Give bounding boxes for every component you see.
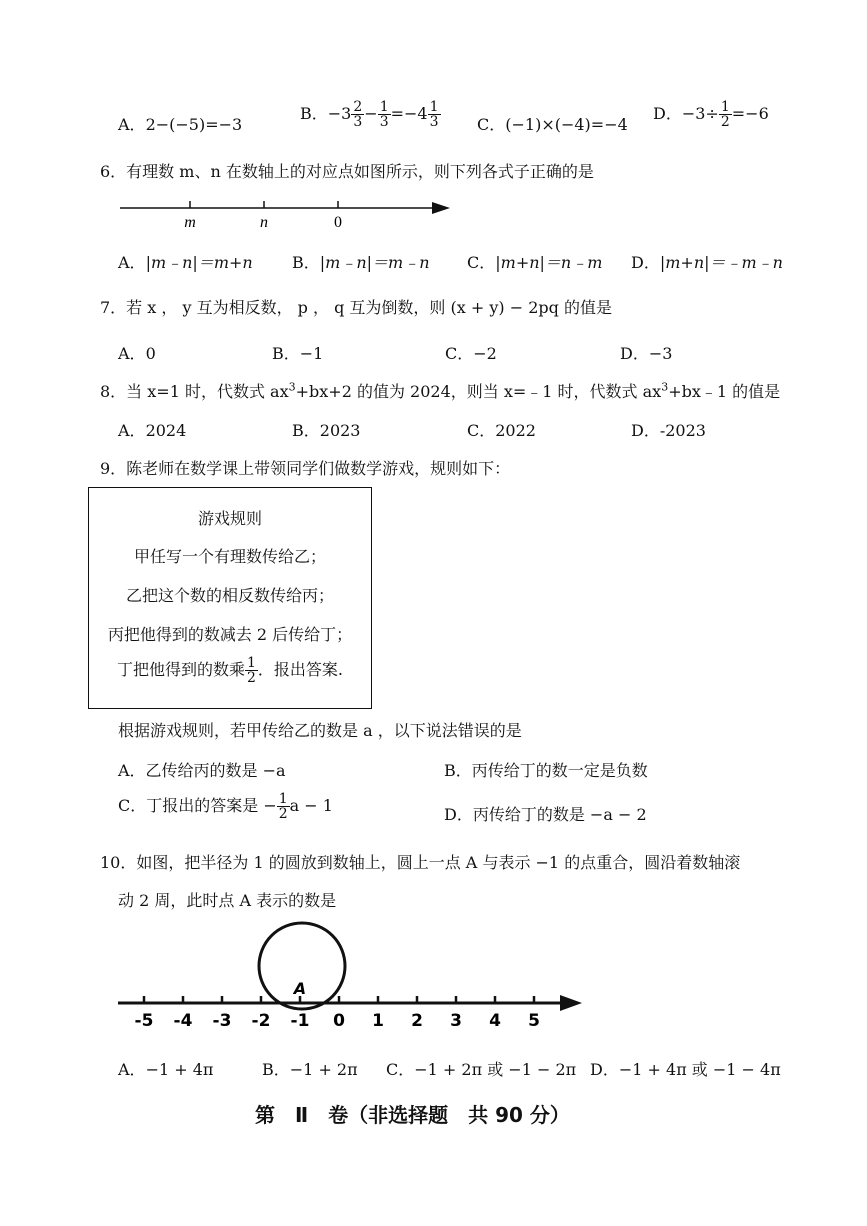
option-text: -2023 — [659, 421, 706, 440]
numerator: 2 — [353, 99, 363, 115]
q10-stem-1: 10．如图，把半径为 1 的圆放到数轴上，圆上一点 A 与表示 −1 的点重合，圆沿着数轴滚 — [100, 853, 741, 872]
option-text: (−1)×(−4)=−4 — [505, 115, 628, 134]
label-m: m — [184, 214, 196, 231]
option-text: |m﹣n|＝m﹣n — [319, 253, 430, 272]
stem-part: +bx+2 的值为 2024，则当 x=﹣1 时，代数式 ax — [295, 382, 662, 401]
option-text: −3 — [648, 344, 673, 363]
option-label: A． — [118, 421, 146, 440]
q7-option-a[interactable] — [118, 341, 156, 364]
tick-label: -5 — [134, 1011, 154, 1030]
option-text: 2023 — [319, 421, 361, 440]
tick-label: 2 — [411, 1011, 423, 1030]
option-label: A． — [118, 253, 146, 272]
rule-text: ．报出答案. — [257, 660, 344, 679]
option-label: D． — [631, 253, 660, 272]
option-label: D． — [653, 104, 682, 123]
fraction — [378, 100, 391, 129]
option-label: A． — [118, 1060, 146, 1079]
option-text: a − 1 — [289, 796, 333, 815]
rule-line-4 — [89, 656, 371, 685]
q10-stem-2: 动 2 周，此时点 A 表示的数是 — [118, 891, 337, 910]
axis-arrow — [560, 995, 582, 1011]
option-text: −1 + 4π 或 −1 − 4π — [618, 1060, 781, 1079]
q7-option-d[interactable] — [620, 341, 672, 364]
q8-option-b[interactable] — [292, 418, 360, 441]
q9-option-b[interactable]: B．丙传给丁的数一定是负数 — [444, 761, 648, 780]
q10-option-a[interactable] — [118, 1057, 213, 1080]
option-label: D． — [590, 1060, 619, 1079]
numerator: 1 — [379, 99, 389, 115]
expr-part: =−4 — [390, 104, 428, 123]
q6-option-a[interactable] — [118, 250, 253, 273]
option-text: 2−(−5)=−3 — [145, 115, 243, 134]
rule-line-1: 甲任写一个有理数传给乙； — [133, 547, 326, 566]
rules-title: 游戏规则 — [197, 509, 262, 528]
fraction — [719, 100, 732, 129]
denominator: 3 — [353, 114, 363, 130]
rule-text: 丁把他得到的数乘 — [116, 660, 245, 679]
tick-label: -4 — [173, 1011, 193, 1030]
option-label: B． — [300, 104, 328, 123]
option-label: D． — [620, 344, 649, 363]
option-text: C．丁报出的答案是 − — [118, 796, 277, 815]
denominator: 2 — [278, 806, 288, 822]
q9-stem: 9．陈老师在数学课上带领同学们做数学游戏，规则如下： — [100, 459, 511, 478]
option-text: −1 — [299, 344, 324, 363]
numerator: 1 — [720, 99, 730, 115]
point-a-label: A — [293, 979, 307, 998]
tick-label: -3 — [212, 1011, 232, 1030]
q9-follow: 根据游戏规则，若甲传给乙的数是 a ，以下说法错误的是 — [118, 721, 522, 740]
stem-part: 8．当 x=1 时，代数式 ax — [100, 382, 289, 401]
q6-number-line — [118, 195, 458, 235]
expr-part: =−6 — [731, 104, 769, 123]
q9-option-d[interactable]: D．丙传给丁的数是 −a − 2 — [444, 805, 647, 824]
option-text: −1 + 4π — [145, 1060, 214, 1079]
option-text: 2022 — [495, 421, 536, 440]
expr-part: −3 — [327, 104, 352, 123]
numerator: 1 — [429, 99, 439, 115]
denominator: 2 — [720, 114, 730, 130]
option-text: −2 — [473, 344, 497, 363]
option-label: C． — [445, 344, 474, 363]
option-label: B． — [272, 344, 300, 363]
tick-label: -1 — [290, 1011, 310, 1030]
tick-label: -2 — [251, 1011, 271, 1030]
q7-option-c[interactable] — [445, 341, 497, 364]
axis-arrow — [432, 202, 450, 214]
q6-stem: 6．有理数 m、n 在数轴上的对应点如图所示，则下列各式子正确的是 — [100, 162, 594, 181]
q8-option-a[interactable] — [118, 418, 186, 441]
q7-option-b[interactable] — [272, 341, 323, 364]
option-text: 2024 — [145, 421, 187, 440]
q5-option-a[interactable] — [118, 112, 242, 135]
option-text: 0 — [145, 344, 156, 363]
option-label: B． — [292, 421, 320, 440]
game-rules-box — [88, 487, 372, 709]
fraction — [277, 792, 290, 821]
fraction — [351, 100, 364, 129]
expr-part: − — [364, 104, 378, 123]
tick-label: 5 — [528, 1011, 540, 1030]
q10-option-b[interactable] — [262, 1057, 358, 1080]
rule-line-2: 乙把这个数的相反数传给丙； — [125, 586, 334, 605]
q5-option-b[interactable] — [300, 100, 441, 129]
q8-option-d[interactable] — [631, 418, 706, 441]
q5-option-c[interactable] — [477, 112, 628, 135]
q10-option-d[interactable] — [590, 1057, 781, 1080]
fraction — [428, 100, 441, 129]
q10-rolling-circle-diagram — [110, 920, 590, 1030]
tick-group — [135, 996, 540, 1030]
option-label: C． — [467, 421, 496, 440]
option-text: |m﹣n|＝m+n — [145, 253, 253, 272]
label-zero: 0 — [334, 214, 342, 231]
denominator: 2 — [247, 670, 256, 686]
exponent: 3 — [661, 380, 669, 394]
option-label: B． — [292, 253, 320, 272]
option-label: C． — [386, 1060, 415, 1079]
section-title: 第 Ⅱ 卷（非选择题 共 90 分） — [255, 1103, 570, 1127]
option-label: A． — [118, 344, 146, 363]
stem-part: +bx﹣1 的值是 — [668, 382, 781, 401]
numerator: 1 — [247, 655, 256, 671]
option-label: A． — [118, 115, 146, 134]
expr-part: −3÷ — [681, 104, 719, 123]
option-text: −1 + 2π — [289, 1060, 358, 1079]
fraction — [245, 656, 258, 685]
option-label: D． — [631, 421, 660, 440]
option-text: −1 + 2π 或 −1 − 2π — [414, 1060, 577, 1079]
q6-option-d[interactable] — [631, 250, 783, 273]
rule-line-3: 丙把他得到的数减去 2 后传给丁； — [107, 625, 353, 644]
q8-stem — [100, 379, 780, 402]
label-n: n — [260, 214, 268, 231]
option-text: |m+n|＝﹣m﹣n — [659, 253, 783, 272]
q7-stem: 7．若 x ， y 互为相反数， p ， q 互为倒数，则 (x + y) − 2pq 的值是 — [100, 298, 612, 317]
q6-option-c[interactable] — [467, 250, 602, 273]
tick-label: 4 — [489, 1011, 501, 1030]
q6-option-b[interactable] — [292, 250, 430, 273]
denominator: 3 — [429, 114, 439, 130]
tick-label: 0 — [333, 1011, 345, 1030]
q9-option-c[interactable] — [118, 792, 333, 821]
option-label: C． — [477, 115, 506, 134]
denominator: 3 — [379, 114, 389, 130]
option-label: B． — [262, 1060, 290, 1079]
option-text: |m+n|＝n﹣m — [495, 253, 603, 272]
q9-option-a[interactable]: A．乙传给丙的数是 −a — [118, 761, 286, 780]
tick-label: 1 — [372, 1011, 384, 1030]
q10-option-c[interactable] — [386, 1057, 576, 1080]
q5-option-d[interactable] — [653, 100, 769, 129]
option-label: C． — [467, 253, 496, 272]
q8-option-c[interactable] — [467, 418, 536, 441]
numerator: 1 — [278, 791, 288, 807]
tick-label: 3 — [450, 1011, 462, 1030]
exponent: 3 — [288, 380, 296, 394]
